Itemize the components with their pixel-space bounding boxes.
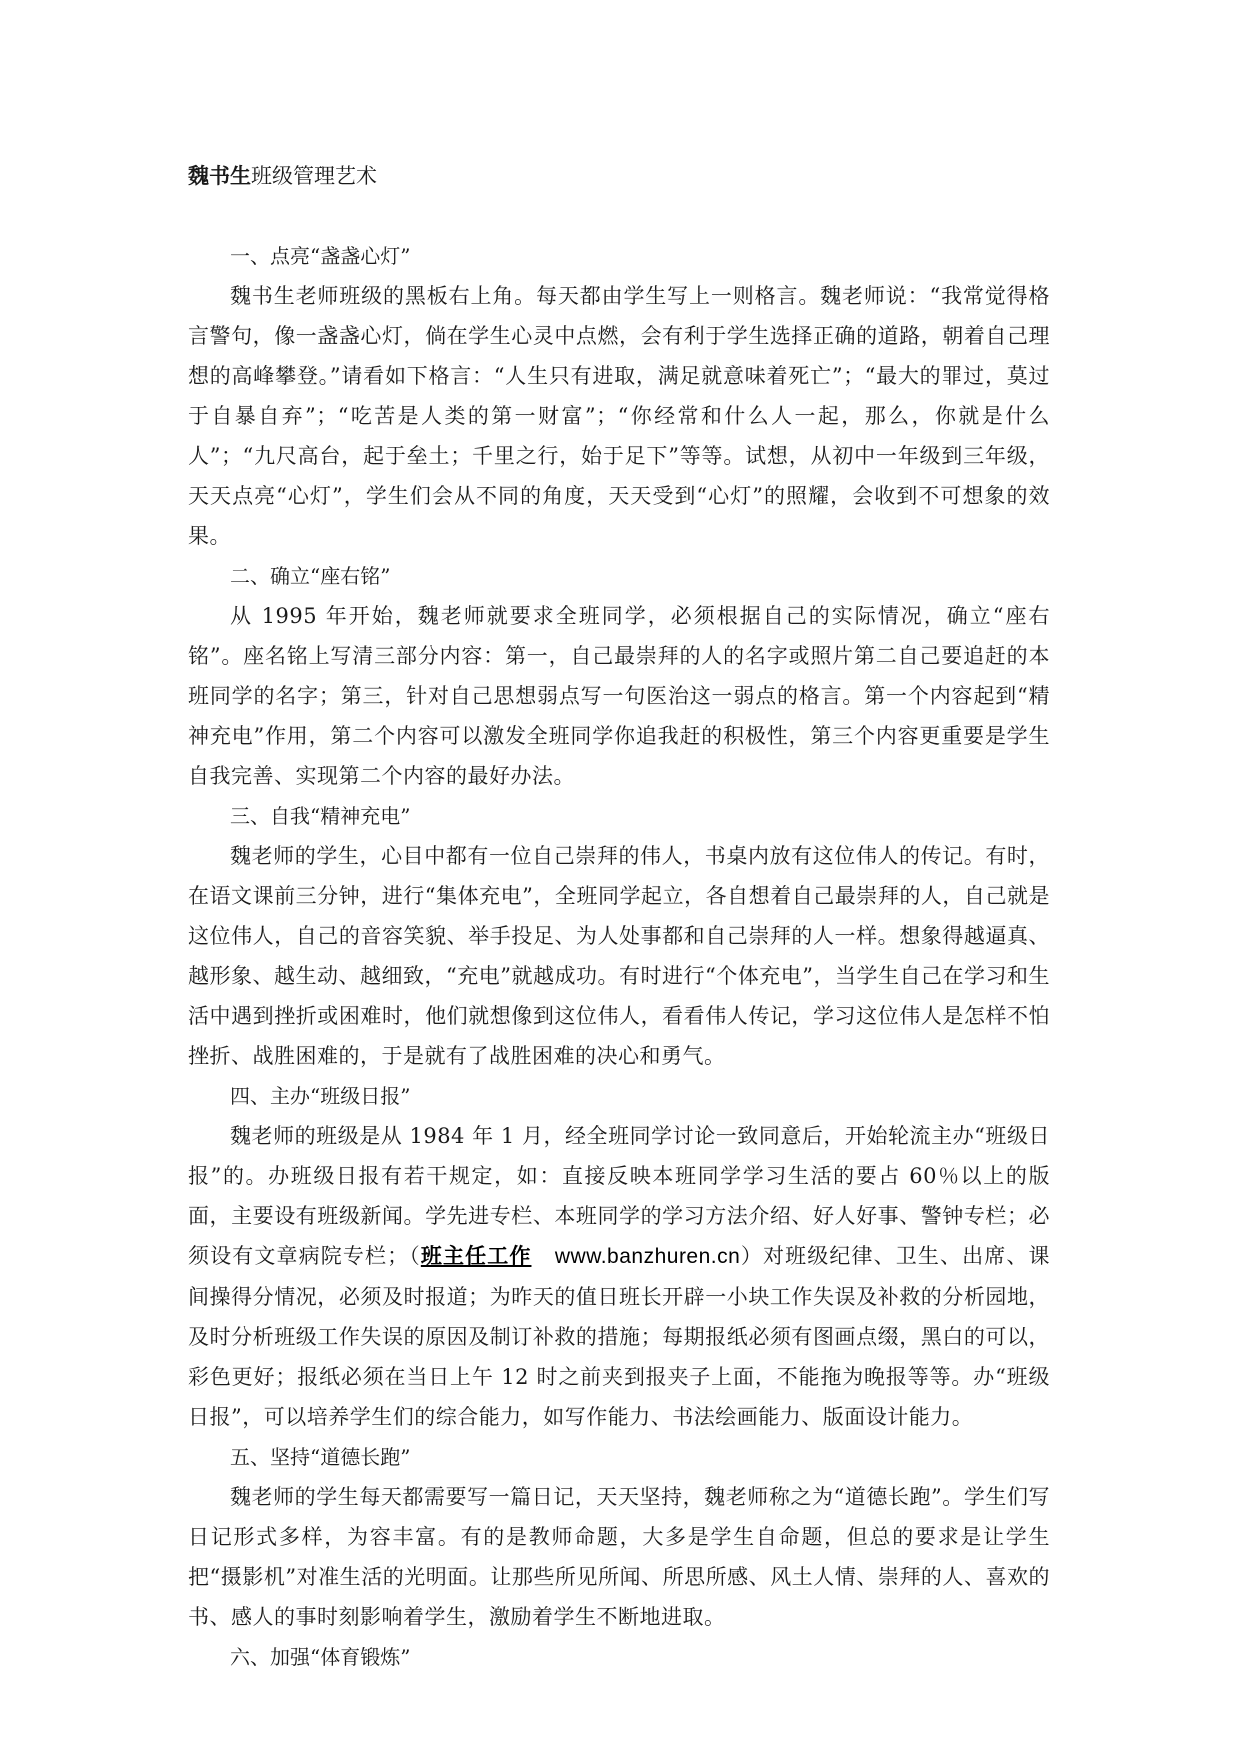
section-2-heading: 二、确立“座右铭” <box>230 564 391 588</box>
document-page <box>188 150 1050 1677</box>
banzhuren-link[interactable]: 班主任工作 <box>420 1243 532 1268</box>
section-2-body: 从 1995 年开始，魏老师就要求全班同学，必须根据自己的实际情况，确立“座右铭”。座名铭上写清三部分内容：第一，自己最崇拜的人的名字或照片第二自己要追赶的本班同学的名字；第三，针对自己思想弱点写一句医治这一弱点的格言。第一个内容起到“精神充电”作用，第二个内容可以激发全班同学你追我赶的积极性，第三个内容更重要是学生自我完善、实现第二个内容的最好办法。 <box>188 604 1050 788</box>
section-4-body <box>188 1116 1050 1437</box>
section-5-heading: 五、坚持“道德长跑” <box>230 1445 411 1469</box>
document-title <box>188 150 1050 202</box>
section-4-body-after: ）对班级纪律、卫生、出席、课间操得分情况，必须及时报道；为昨天的值日班长开辟一小块工作失误及补救的分析园地，及时分析班级工作失误的原因及制订补救的措施；每期报纸必须有图画点缀，黑白的可以，彩色更好；报纸必须在当日上午 12 时之前夹到报夹子上面，不能拖为晚报等等。办“班级日报”，可以培养学生们的综合能力，如写作能力、书法绘画能力、版面设计能力。 <box>188 1244 1051 1429</box>
section-1-body: 魏书生老师班级的黑板右上角。每天都由学生写上一则格言。魏老师说：“我常觉得格言警句，像一盏盏心灯，倘在学生心灵中点燃，会有利于学生选择正确的道路，朝着自己理想的高峰攀登。”请看如下格言：“人生只有进取，满足就意味着死亡”；“最大的罪过，莫过于自暴自弃”；“吃苦是人类的第一财富”；“你经常和什么人一起，那么，你就是什么人”；“九尺高台，起于垒土；千里之行，始于足下”等等。试想，从初中一年级到三年级，天天点亮“心灯”，学生们会从不同的角度，天天受到“心灯”的照耀，会收到不可想象的效果。 <box>188 284 1050 548</box>
section-6-heading: 六、加强“体育锻炼” <box>230 1645 411 1669</box>
title-rest: 班级管理艺术 <box>251 164 377 188</box>
section-4-body-before: 魏老师的班级是从 1984 年 1 月，经全班同学讨论一致同意后，开始轮流主办“班级日报”的。办班级日报有若干规定，如：直接反映本班同学学习生活的要占 60％以上的版面，主要设有班级新闻。学先进专栏、本班同学的学习方法介绍、好人好事、警钟专栏；必须设有文章病院专栏；（ <box>188 1124 1050 1268</box>
title-name: 魏书生 <box>188 163 251 188</box>
section-3-body: 魏老师的学生，心目中都有一位自己崇拜的伟人，书桌内放有这位伟人的传记。有时，在语文课前三分钟，进行“集体充电”，全班同学起立，各自想着自己最崇拜的人，自己就是这位伟人，自己的音容笑貌、举手投足、为人处事都和自己崇拜的人一样。想象得越逼真、越形象、越生动、越细致，“充电”就越成功。有时进行“个体充电”，当学生自己在学习和生活中遇到挫折或困难时，他们就想像到这位伟人，看看伟人传记，学习这位伟人是怎样不怕挫折、战胜困难的，于是就有了战胜困难的决心和勇气。 <box>188 844 1050 1068</box>
section-3-heading: 三、自我“精神充电” <box>230 804 411 828</box>
section-4-heading: 四、主办“班级日报” <box>230 1084 411 1108</box>
banzhuren-url[interactable]: www.banzhuren.cn <box>554 1245 741 1268</box>
section-1-heading: 一、点亮“盏盏心灯” <box>230 244 411 268</box>
section-5-body: 魏老师的学生每天都需要写一篇日记，天天坚持，魏老师称之为“道德长跑”。学生们写日记形式多样，为容丰富。有的是教师命题，大多是学生自命题，但总的要求是让学生把“摄影机”对准生活的光明面。让那些所见所闻、所思所感、风土人情、崇拜的人、喜欢的书、感人的事时刻影响着学生，激励着学生不断地进取。 <box>188 1485 1050 1629</box>
